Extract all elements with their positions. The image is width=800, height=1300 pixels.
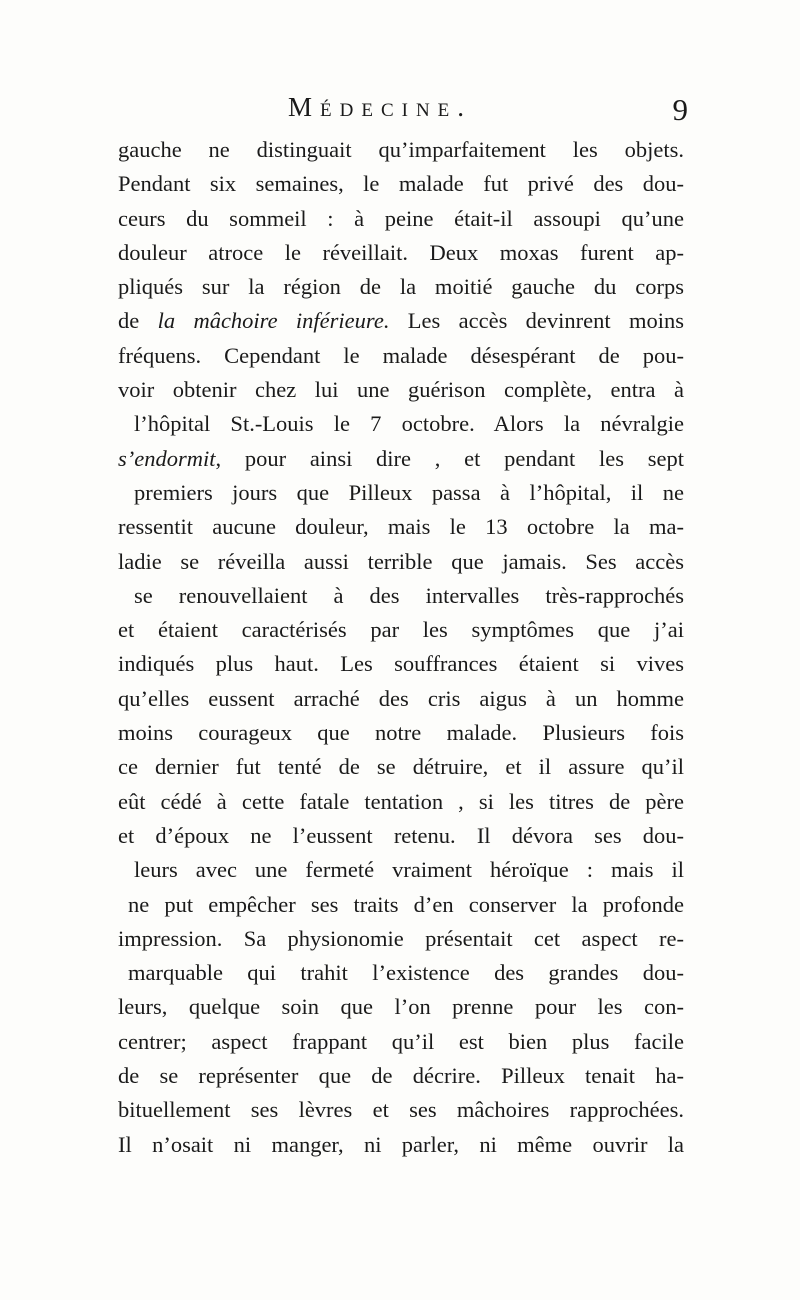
text-segment: ladie se réveilla aussi terrible que jamais. Ses accès	[118, 548, 684, 574]
italic-segment: s’endormit	[118, 445, 216, 471]
text-segment: ressentit aucune douleur, mais le 13 octobre la ma-	[118, 514, 684, 540]
text-segment: leurs avec une fermeté vraiment héroïque : mais il	[134, 857, 684, 883]
text-segment: Pendant six semaines, le malade fut privé des dou-	[118, 171, 684, 197]
text-segment: , pour ainsi dire , et pendant les sept	[215, 445, 684, 471]
text-line	[118, 510, 684, 544]
text-segment: qu’elles eussent arraché des cris aigus à un homme	[118, 685, 684, 711]
text-line	[118, 682, 684, 716]
text-line	[118, 922, 684, 956]
text-segment: Les accès devinrent moins	[389, 308, 684, 334]
text-line	[118, 304, 684, 338]
text-line	[118, 990, 684, 1024]
text-line	[118, 613, 684, 647]
text-segment: leurs, quelque soin que l’on prenne pour les con-	[118, 994, 684, 1020]
text-segment: Il n’osait ni manger, ni parler, ni même ouvrir la	[118, 1131, 684, 1157]
text-segment: moins courageux que notre malade. Plusieurs fois	[118, 720, 684, 746]
text-segment: bituellement ses lèvres et ses mâchoires rapprochées.	[118, 1097, 684, 1123]
text-segment: douleur atroce le réveillait. Deux moxas furent ap-	[118, 239, 684, 265]
text-line	[118, 202, 684, 236]
text-line	[118, 1059, 684, 1093]
text-line	[118, 750, 684, 784]
text-segment: l’hôpital St.-Louis le 7 octobre. Alors la névralgie	[134, 411, 684, 437]
text-line	[118, 236, 684, 270]
text-line	[118, 1025, 684, 1059]
text-line	[118, 785, 684, 819]
text-line	[118, 853, 684, 887]
text-line	[118, 819, 684, 853]
page-number: 9	[672, 92, 688, 127]
text-line	[118, 888, 684, 922]
text-segment: de se représenter que de décrire. Pilleux tenait ha-	[118, 1063, 684, 1089]
text-line	[118, 442, 684, 476]
running-title: Médecine.	[288, 92, 473, 122]
text-line	[118, 270, 684, 304]
text-segment: pliqués sur la région de la moitié gauche du corps	[118, 274, 684, 300]
text-line	[118, 545, 684, 579]
text-line	[118, 476, 684, 510]
text-segment: et d’époux ne l’eussent retenu. Il dévora ses dou-	[118, 822, 684, 848]
text-line	[118, 1093, 684, 1127]
text-segment: et étaient caractérisés par les symptômes que j’ai	[118, 617, 684, 643]
text-segment: ceurs du sommeil : à peine était-il assoupi qu’une	[118, 205, 684, 231]
text-segment: impression. Sa physionomie présentait cet aspect re-	[118, 925, 684, 951]
text-line	[118, 167, 684, 201]
text-line	[118, 579, 684, 613]
text-segment: ce dernier fut tenté de se détruire, et il assure qu’il	[118, 754, 684, 780]
text-line	[118, 956, 684, 990]
text-segment: eût cédé à cette fatale tentation , si les titres de père	[118, 788, 684, 814]
text-segment: se renouvellaient à des intervalles très-rapprochés	[134, 582, 684, 608]
italic-segment: la mâchoire inférieure.	[157, 308, 390, 334]
text-line	[118, 133, 684, 167]
text-line	[118, 373, 684, 407]
text-line	[118, 339, 684, 373]
text-segment: centrer; aspect frappant qu’il est bien plus facile	[118, 1028, 684, 1054]
text-segment: premiers jours que Pilleux passa à l’hôpital, il ne	[134, 479, 684, 505]
text-segment: indiqués plus haut. Les souffrances étaient si vives	[118, 651, 684, 677]
text-line	[118, 647, 684, 681]
page-header	[118, 92, 688, 132]
text-segment: fréquens. Cependant le malade désespérant de pou-	[118, 342, 684, 368]
text-segment: de	[118, 308, 158, 334]
text-line	[118, 1128, 684, 1162]
body-text	[118, 133, 684, 1162]
text-segment: ne put empêcher ses traits d’en conserver la profonde	[128, 891, 684, 917]
text-segment: voir obtenir chez lui une guérison complète, entra à	[118, 377, 684, 403]
text-segment: gauche ne distinguait qu’imparfaitement les objets.	[118, 137, 684, 162]
text-segment: marquable qui trahit l’existence des grandes dou-	[128, 960, 684, 986]
text-line	[118, 407, 684, 441]
text-line	[118, 716, 684, 750]
